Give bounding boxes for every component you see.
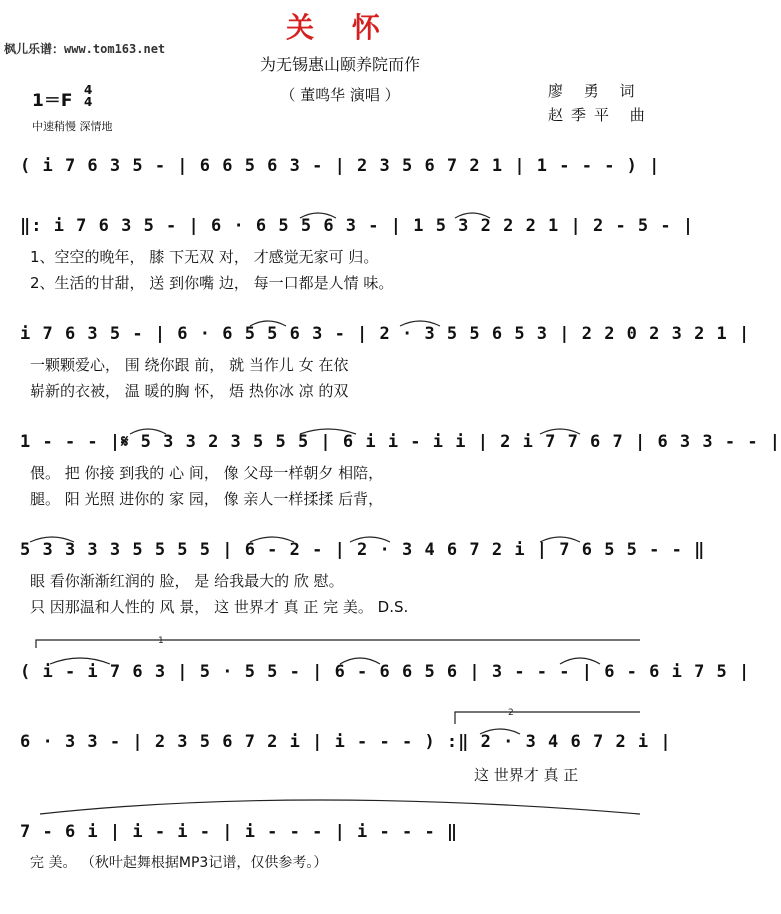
lyric-line: 崭新的衣被， 温 暖的胸 怀， 焐 热你冰 凉 的双 — [30, 382, 349, 400]
tempo-marking: 中速稍慢 深情地 — [32, 120, 113, 133]
slur-mark — [300, 429, 356, 434]
volta-label: 2 — [508, 708, 514, 718]
notation-line: 7 - 6 i | i - i - | i - - - | i - - - ‖ — [20, 822, 459, 842]
slur-mark — [560, 658, 600, 664]
volta-bracket-1 — [36, 640, 640, 648]
lyric-line: 一颗颗爱心， 围 绕你跟 前， 就 当作儿 女 在依 — [30, 356, 349, 374]
time-signature-top: 4 — [84, 83, 93, 97]
slur-mark — [300, 213, 336, 218]
time-signature-bottom: 4 — [84, 95, 93, 109]
composer-credit: 赵季平 曲 — [548, 106, 653, 124]
slur-mark — [340, 658, 380, 664]
lyric-line: 只 因那温和人性的 风 景， 这 世界才 真 正 完 美。 D.S. — [30, 598, 409, 616]
key-signature: 1＝F — [32, 91, 73, 111]
notation-line: 5 3 3 3 3 5 5 5 5 | 6 - 2 - | 2 · 3 4 6 7 2 i | 7 6 5 5 - - ‖ — [20, 540, 706, 560]
slur-mark — [350, 537, 390, 542]
lyricist-credit: 廖 勇 词 — [548, 82, 643, 100]
slur-mark — [540, 429, 580, 434]
slur-mark — [50, 658, 110, 664]
slur-mark — [40, 800, 640, 814]
lyric-line: 2、生活的甘甜， 送 到你嘴 边， 每一口都是人情 味。 — [30, 274, 394, 292]
slur-mark — [130, 429, 166, 434]
site-label: 枫儿乐谱：www.tom163.net — [4, 42, 166, 56]
slur-mark — [455, 213, 490, 218]
notation-line: ‖: i 7 6 3 5 - | 6 · 6 5 5 6 3 - | 1 5 3 2 2 2 1 | 2 - 5 - | — [20, 216, 695, 236]
lyric-line: 这 世界才 真 正 — [474, 766, 579, 784]
song-subtitle: 为无锡惠山颐养院而作 — [259, 55, 420, 74]
lyric-line: 1、空空的晚年， 膝 下无双 对， 才感觉无家可 归。 — [30, 248, 379, 266]
notation-line: ( i 7 6 3 5 - | 6 6 5 6 3 - | 2 3 5 6 7 2 1 | 1 - - - ) | — [20, 156, 661, 176]
notation-line: i 7 6 3 5 - | 6 · 6 5 5 6 3 - | 2 · 3 5 5 6 5 3 | 2 2 0 2 3 2 1 | — [20, 324, 751, 344]
lyric-line: 眼 看你渐渐红润的 脸， 是 给我最大的 欣 慰。 — [30, 572, 344, 590]
slur-mark — [540, 537, 580, 542]
lyric-line: 腿。 阳 光照 进你的 家 园， 像 亲人一样揉揉 后背， — [30, 490, 384, 508]
singer-credit: （ 董鸣华 演唱 ） — [280, 86, 400, 104]
volta-bracket-2 — [455, 712, 640, 724]
slur-mark — [480, 729, 520, 734]
notation-line: 1 - - - |𝄋 5 3 3 2 3 5 5 5 | 6 i i - i i | 2 i 7 7 6 7 | 6 3 3 - - | — [20, 432, 781, 452]
slur-mark — [250, 321, 286, 326]
lyric-line: 完 美。 （秋叶起舞根据MP3记谱，仅供参考。） — [30, 855, 328, 871]
lyric-line: 偎。 把 你接 到我的 心 间， 像 父母一样朝夕 相陪， — [30, 464, 384, 482]
slur-mark — [250, 537, 294, 542]
notation-line: 6 · 3 3 - | 2 3 5 6 7 2 i | i - - - ) :‖ 2 · 3 4 6 7 2 i | — [20, 732, 672, 752]
slur-mark — [30, 537, 74, 542]
notation-line: ( i - i 7 6 3 | 5 · 5 5 - | 6 - 6 6 5 6 | 3 - - - | 6 - 6 i 7 5 | — [20, 662, 751, 682]
song-title: 关 怀 — [286, 11, 394, 44]
volta-label: 1 — [158, 636, 164, 646]
slur-mark — [400, 321, 440, 326]
